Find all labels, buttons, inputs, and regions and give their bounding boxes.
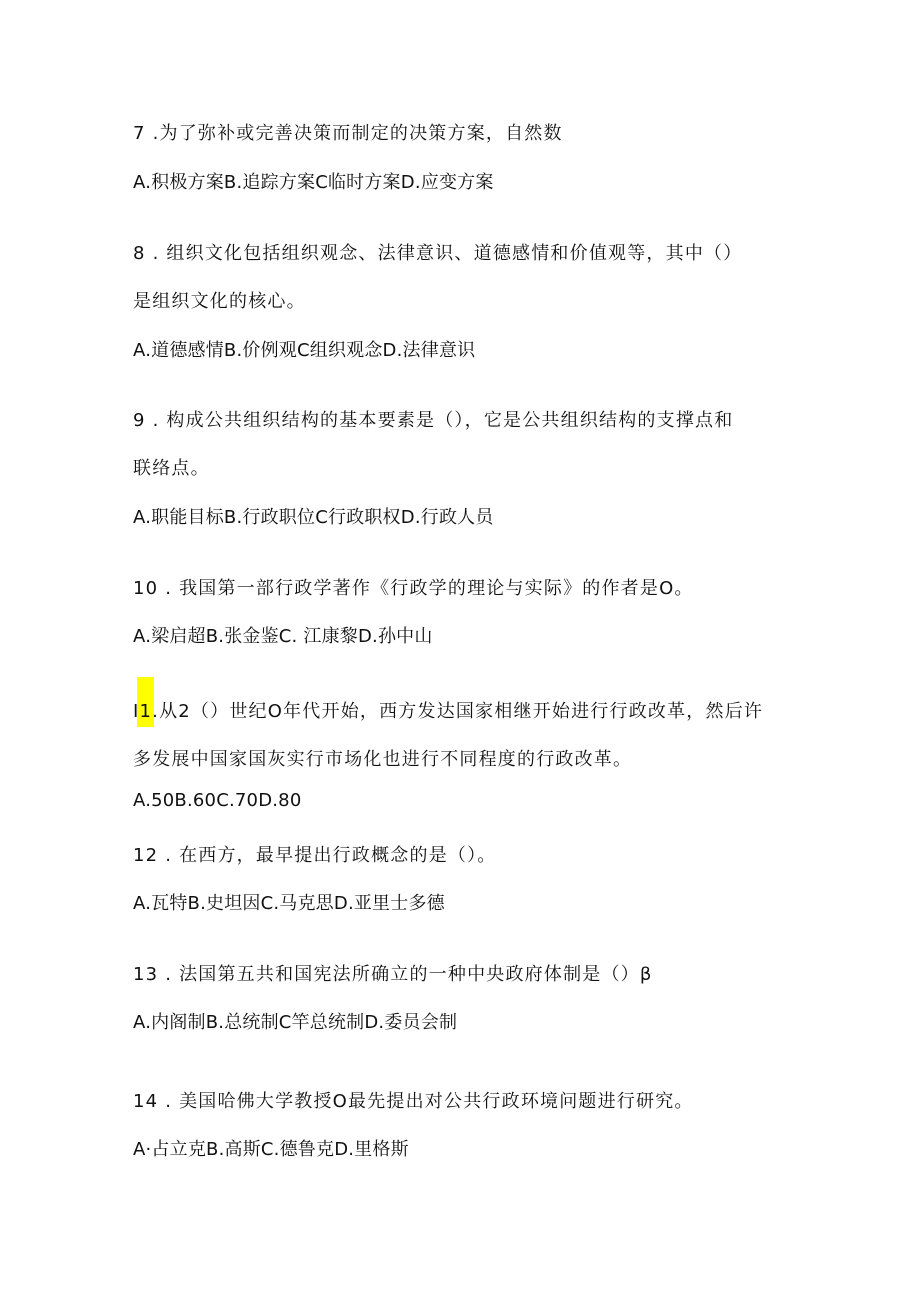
question-9-stem-line-2: 联络点。 — [133, 458, 210, 479]
question-14-options: A·占立克B.高斯C.德鲁克D.里格斯 — [133, 1139, 409, 1160]
question-8-stem-line-2: 是组织文化的核心。 — [133, 291, 306, 312]
question-11-stem-line-2: 多发展中国家国灰实行市场化也进行不同程度的行政改革。 — [133, 749, 633, 770]
question-8-stem-line-1: 8 . 组织文化包括组织观念、法律意识、道德感情和价值观等，其中（） — [133, 243, 743, 264]
question-10-stem-line-1: 10 . 我国第一部行政学著作《行政学的理论与实际》的作者是O。 — [133, 578, 694, 599]
question-7-options: A.积极方案B.追踪方案C临时方案D.应变方案 — [133, 172, 494, 193]
question-9-options: A.职能目标B.行政职位C行政职权D.行政人员 — [133, 507, 494, 528]
question-12-options: A.瓦特B.史坦因C.马克思D.亚里士多德 — [133, 893, 445, 914]
question-13-stem-line-1: 13 . 法国第五共和国宪法所确立的一种中央政府体制是（）β — [133, 964, 653, 985]
question-9-stem-line-1: 9 . 构成公共组织结构的基本要素是（），它是公共组织结构的支撑点和 — [133, 410, 734, 431]
question-11-stem-line-1: I1.从2（）世纪O年代开始，西方发达国家相继开始进行行政改革，然后许 — [133, 701, 764, 722]
question-11-options: A.50B.60C.70D.80 — [133, 790, 302, 811]
question-8-options: A.道德感情B.价例观C组织观念D.法律意识 — [133, 340, 476, 361]
question-10-options: A.梁启超B.张金鉴C. 江康黎D.孙中山 — [133, 626, 433, 647]
question-13-options: A.内阁制B.总统制C竿总统制D.委员会制 — [133, 1012, 458, 1033]
question-14-stem-line-1: 14 . 美国哈佛大学教授O最先提出对公共行政环境问题进行研究。 — [133, 1091, 694, 1112]
question-7-stem-line-1: 7 .为了弥补或完善决策而制定的决策方案，自然数 — [133, 123, 563, 144]
question-12-stem-line-1: 12 . 在西方，最早提出行政概念的是（）。 — [133, 845, 497, 866]
